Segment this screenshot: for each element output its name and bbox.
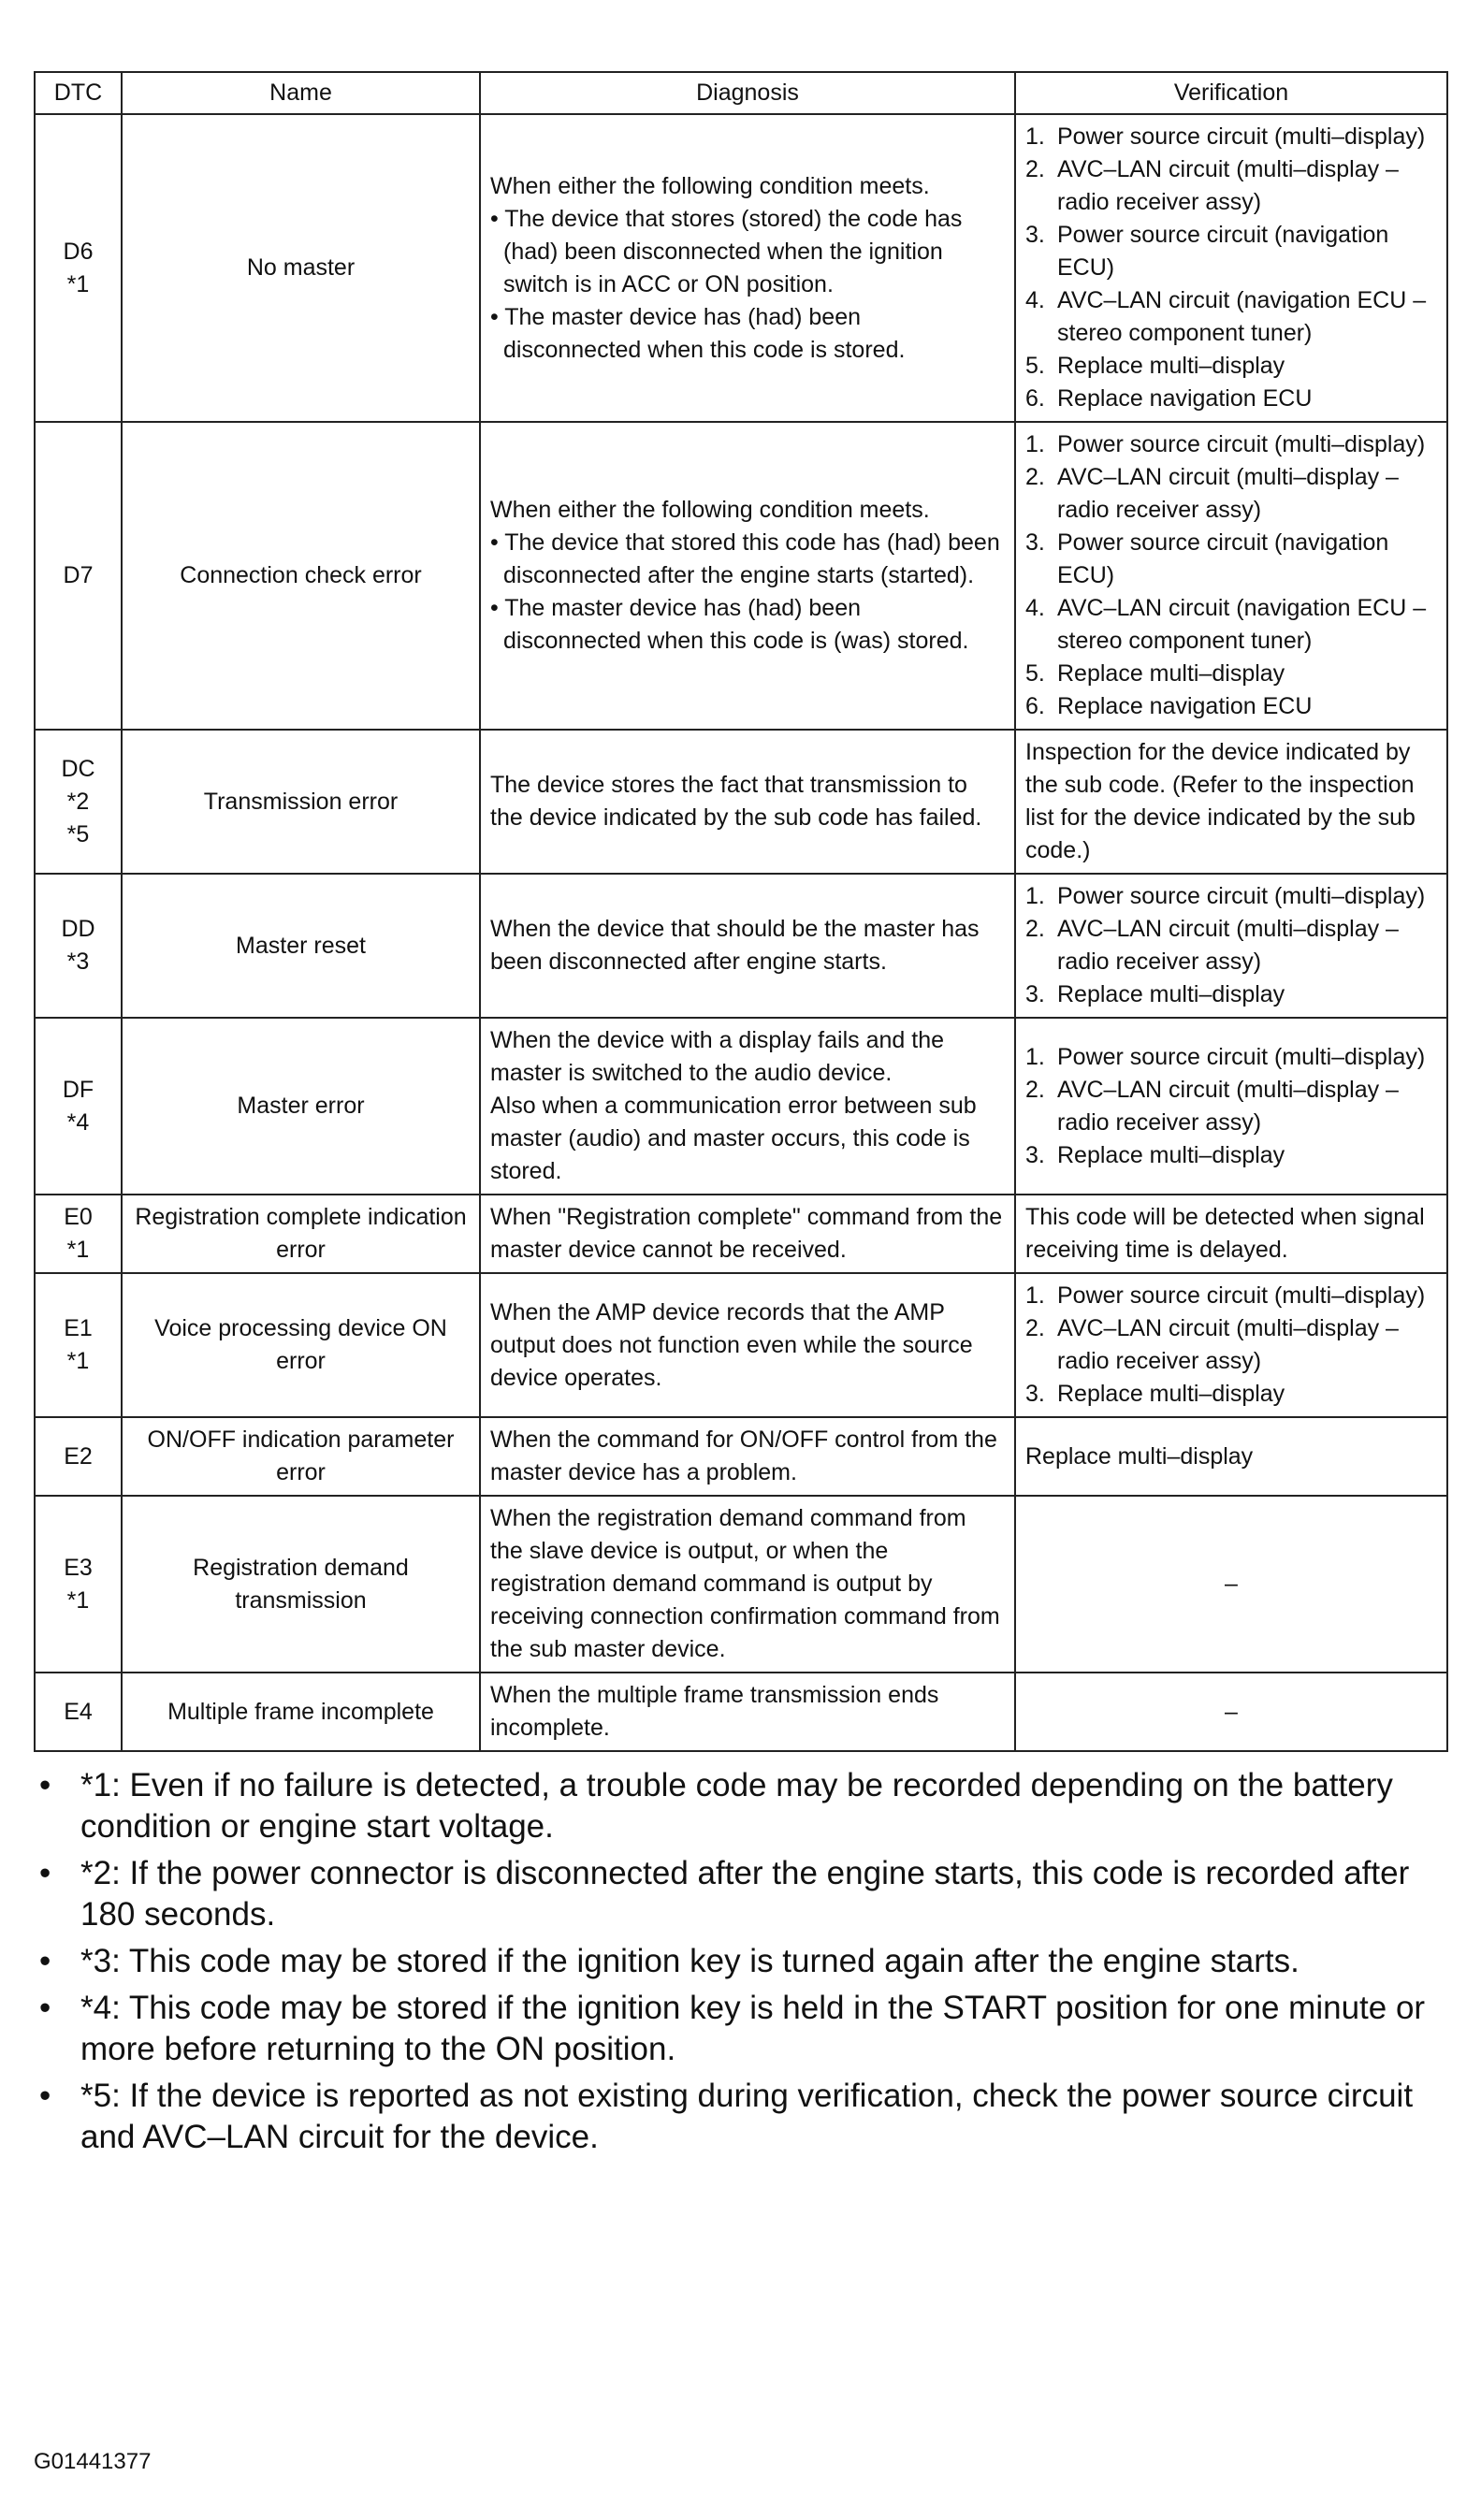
verification-item-text: Power source circuit (navigation ECU): [1057, 222, 1389, 281]
verification-cell: [1015, 422, 1447, 730]
verification-cell: [1015, 1018, 1447, 1195]
diagnosis-line: • The master device has (had) been disconnected when this code is stored.: [490, 303, 906, 363]
dtc-code-line: E3: [64, 1554, 93, 1581]
verification-item-number: 1.: [1025, 883, 1045, 909]
verification-item-number: 2.: [1025, 1076, 1045, 1103]
verification-cell: Replace multi–display: [1015, 1417, 1447, 1496]
header-verification: Verification: [1015, 72, 1447, 114]
table-row: [35, 422, 1447, 730]
footnote-item: [34, 1853, 1446, 1935]
verification-cell: [1015, 114, 1447, 422]
verification-item-text: AVC–LAN circuit (multi–display – radio receiver assy): [1057, 156, 1399, 215]
verification-item-number: 4.: [1025, 595, 1045, 621]
verification-item-number: 2.: [1025, 464, 1045, 490]
verification-item: [1025, 219, 1437, 284]
table-header-row: [35, 72, 1447, 114]
footnote-item: [34, 2076, 1446, 2158]
footnote-item: [34, 1988, 1446, 2070]
diagnosis-cell: [480, 1673, 1015, 1751]
verification-item: [1025, 978, 1437, 1011]
verification-item-number: 1.: [1025, 431, 1045, 457]
diagnosis-line: When either the following condition meets.: [490, 172, 930, 199]
diagnosis-line: When the multiple frame transmission ends incomplete.: [490, 1682, 939, 1741]
verification-item-number: 3.: [1025, 1381, 1045, 1407]
verification-item: [1025, 153, 1437, 219]
dtc-code-cell: [35, 730, 122, 874]
verification-item: [1025, 1312, 1437, 1378]
diagnosis-cell: [480, 114, 1015, 422]
diagnosis-line: The device stores the fact that transmission to the device indicated by the sub code has failed.: [490, 772, 982, 831]
dtc-name-cell: Multiple frame incomplete: [122, 1673, 480, 1751]
verification-item-number: 6.: [1025, 385, 1045, 412]
dtc-code-cell: [35, 1496, 122, 1673]
dtc-code-line: D6: [63, 238, 94, 265]
verification-item-text: Replace multi–display: [1057, 1141, 1285, 1168]
dtc-code-line: *1: [66, 1586, 90, 1614]
diagnosis-cell: [480, 1417, 1015, 1496]
verification-item: [1025, 1139, 1437, 1172]
verification-item-text: Replace navigation ECU: [1057, 693, 1313, 719]
diagnosis-line: When the registration demand command from the slave device is output, or when the registration demand command is output by receiving connection confirmation command from the sub master device.: [490, 1505, 1000, 1662]
table-row: [35, 1018, 1447, 1195]
verification-item-number: 2.: [1025, 156, 1045, 182]
verification-item-number: 3.: [1025, 1141, 1045, 1168]
diagnosis-cell: [480, 1496, 1015, 1673]
verification-cell: –: [1015, 1673, 1447, 1751]
verification-cell: [1015, 1273, 1447, 1417]
verification-item-number: 6.: [1025, 693, 1045, 719]
diagnosis-line: When the command for ON/OFF control from the master device has a problem.: [490, 1427, 997, 1485]
verification-item: [1025, 383, 1437, 415]
verification-item-text: Replace multi–display: [1057, 660, 1285, 687]
verification-item-number: 5.: [1025, 353, 1045, 379]
verification-item-text: Power source circuit (multi–display): [1057, 1043, 1426, 1070]
verification-item-number: 2.: [1025, 1315, 1045, 1341]
dtc-code-line: *1: [66, 1237, 90, 1263]
diagnosis-line: When the device that should be the master has been disconnected after engine starts.: [490, 916, 980, 975]
verification-item-text: Replace navigation ECU: [1057, 385, 1313, 412]
diagnosis-cell: [480, 1018, 1015, 1195]
dtc-code-line: *1: [66, 1348, 90, 1374]
dtc-code-line: E4: [64, 1698, 93, 1725]
diagnosis-line: • The device that stores (stored) the code has (had) been disconnected when the ignition switch is in ACC or ON position.: [490, 205, 963, 297]
verification-item: [1025, 121, 1437, 153]
verification-cell: This code will be detected when signal receiving time is delayed.: [1015, 1195, 1447, 1273]
verification-item: [1025, 880, 1437, 913]
verification-item-text: AVC–LAN circuit (multi–display – radio receiver assy): [1057, 916, 1399, 975]
verification-item-text: Power source circuit (multi–display): [1057, 883, 1426, 909]
verification-item-text: Power source circuit (multi–display): [1057, 1282, 1426, 1309]
verification-item-number: 3.: [1025, 981, 1045, 1007]
bullet-icon: •: [39, 1943, 51, 1979]
verification-cell: Inspection for the device indicated by the sub code. (Refer to the inspection list for the device indicated by the sub code.): [1015, 730, 1447, 874]
dtc-name-cell: Voice processing device ON error: [122, 1273, 480, 1417]
dtc-code-line: E2: [64, 1442, 93, 1470]
dtc-code-line: E1: [64, 1315, 93, 1341]
footnote-text: *3: This code may be stored if the ignition key is turned again after the engine starts.: [80, 1943, 1300, 1979]
document-page: [34, 71, 1446, 2164]
verification-item-text: AVC–LAN circuit (navigation ECU – stereo component tuner): [1057, 595, 1427, 654]
diagnosis-cell: [480, 874, 1015, 1018]
table-row: [35, 1673, 1447, 1751]
verification-item-text: Power source circuit (multi–display): [1057, 123, 1426, 150]
verification-item: [1025, 1280, 1437, 1312]
verification-item-number: 3.: [1025, 222, 1045, 248]
verification-item-number: 2.: [1025, 916, 1045, 942]
table-row: [35, 1496, 1447, 1673]
diagnosis-line: Also when a communication error between sub master (audio) and master occurs, this code is stored.: [490, 1093, 977, 1184]
footnote-text: *5: If the device is reported as not existing during verification, check the power source circuit and AVC–LAN circuit for the device.: [80, 2078, 1414, 2155]
diagnosis-line: When "Registration complete" command from the master device cannot be received.: [490, 1204, 1003, 1263]
verification-item-text: AVC–LAN circuit (multi–display – radio receiver assy): [1057, 1315, 1399, 1374]
verification-item: [1025, 658, 1437, 690]
footnote-text: *2: If the power connector is disconnected after the engine starts, this code is recorded after 180 seconds.: [80, 1855, 1410, 1933]
dtc-code-line: DC: [61, 755, 95, 782]
verification-item-text: Replace multi–display: [1057, 981, 1285, 1007]
dtc-code-cell: [35, 1273, 122, 1417]
diagnosis-line: • The device that stored this code has (had) been disconnected after the engine starts (started).: [490, 529, 1000, 588]
verification-item-text: Replace multi–display: [1057, 353, 1285, 379]
dtc-code-line: *5: [66, 820, 90, 847]
verification-item-text: Power source circuit (navigation ECU): [1057, 529, 1389, 588]
dtc-code-line: *2: [66, 788, 90, 815]
verification-item-text: Replace multi–display: [1057, 1381, 1285, 1407]
dtc-code-line: D7: [63, 562, 94, 588]
verification-item: [1025, 527, 1437, 592]
dtc-code-cell: [35, 1673, 122, 1751]
verification-item-number: 4.: [1025, 287, 1045, 313]
dtc-code-cell: [35, 1417, 122, 1496]
verification-item-number: 3.: [1025, 529, 1045, 556]
diagnosis-line: When the device with a display fails and the master is switched to the audio device.: [490, 1027, 944, 1086]
dtc-code-cell: [35, 114, 122, 422]
dtc-name-cell: Master error: [122, 1018, 480, 1195]
verification-item-text: AVC–LAN circuit (navigation ECU – stereo component tuner): [1057, 287, 1427, 346]
dtc-code-line: E0: [64, 1204, 93, 1230]
footnote-text: *1: Even if no failure is detected, a trouble code may be recorded depending on the battery condition or engine start voltage.: [80, 1767, 1393, 1845]
footnote-item: [34, 1941, 1446, 1982]
verification-item-number: 1.: [1025, 1282, 1045, 1309]
footnote-item: [34, 1765, 1446, 1847]
table-body: [35, 114, 1447, 1751]
table-row: [35, 1273, 1447, 1417]
dtc-code-line: *3: [66, 949, 90, 975]
header-name: Name: [122, 72, 480, 114]
bullet-icon: •: [39, 1855, 51, 1891]
dtc-name-cell: Registration demand transmission: [122, 1496, 480, 1673]
diagnosis-line: When the AMP device records that the AMP output does not function even while the source device operates.: [490, 1298, 973, 1391]
diagnosis-cell: [480, 422, 1015, 730]
dtc-code-line: *1: [66, 270, 90, 297]
diagnosis-line: When either the following condition meets.: [490, 497, 930, 523]
verification-item: [1025, 428, 1437, 461]
table-row: [35, 730, 1447, 874]
dtc-name-cell: Master reset: [122, 874, 480, 1018]
table-row: [35, 874, 1447, 1018]
dtc-code-cell: [35, 874, 122, 1018]
verification-item-number: 1.: [1025, 1043, 1045, 1070]
dtc-code-cell: [35, 1018, 122, 1195]
verification-item-text: Power source circuit (multi–display): [1057, 431, 1426, 457]
verification-item: [1025, 1378, 1437, 1411]
table-row: [35, 114, 1447, 422]
verification-item: [1025, 1041, 1437, 1074]
verification-item-text: AVC–LAN circuit (multi–display – radio receiver assy): [1057, 464, 1399, 523]
diagnosis-cell: [480, 1273, 1015, 1417]
verification-cell: [1015, 874, 1447, 1018]
dtc-code-cell: [35, 1195, 122, 1273]
dtc-name-cell: Registration complete indication error: [122, 1195, 480, 1273]
bullet-icon: •: [39, 2078, 51, 2114]
bullet-icon: •: [39, 1767, 51, 1803]
verification-item: [1025, 592, 1437, 658]
dtc-code-line: DD: [61, 916, 95, 942]
verification-item: [1025, 690, 1437, 723]
verification-item: [1025, 350, 1437, 383]
diagnosis-cell: [480, 730, 1015, 874]
dtc-name-cell: ON/OFF indication parameter error: [122, 1417, 480, 1496]
header-diagnosis: Diagnosis: [480, 72, 1015, 114]
verification-item: [1025, 284, 1437, 350]
verification-item: [1025, 1074, 1437, 1139]
table-row: [35, 1195, 1447, 1273]
footnote-text: *4: This code may be stored if the ignition key is held in the START position for one minute or more before returning to the ON position.: [80, 1990, 1426, 2067]
bullet-icon: •: [39, 1990, 51, 2026]
dtc-name-cell: Transmission error: [122, 730, 480, 874]
footnotes-list: [34, 1765, 1446, 2158]
dtc-name-cell: Connection check error: [122, 422, 480, 730]
verification-item-number: 1.: [1025, 123, 1045, 150]
verification-item-text: AVC–LAN circuit (multi–display – radio receiver assy): [1057, 1076, 1399, 1136]
figure-id: G01441377: [34, 2449, 152, 2474]
dtc-name-cell: No master: [122, 114, 480, 422]
diagnosis-line: • The master device has (had) been disconnected when this code is (was) stored.: [490, 595, 969, 654]
dtc-table: [34, 71, 1448, 1752]
verification-item: [1025, 461, 1437, 527]
verification-item-number: 5.: [1025, 660, 1045, 687]
dtc-code-line: DF: [62, 1076, 94, 1103]
dtc-code-line: *4: [66, 1108, 90, 1136]
dtc-code-cell: [35, 422, 122, 730]
diagnosis-cell: [480, 1195, 1015, 1273]
header-dtc: DTC: [35, 72, 122, 114]
verification-item: [1025, 913, 1437, 978]
verification-cell: –: [1015, 1496, 1447, 1673]
table-row: [35, 1417, 1447, 1496]
